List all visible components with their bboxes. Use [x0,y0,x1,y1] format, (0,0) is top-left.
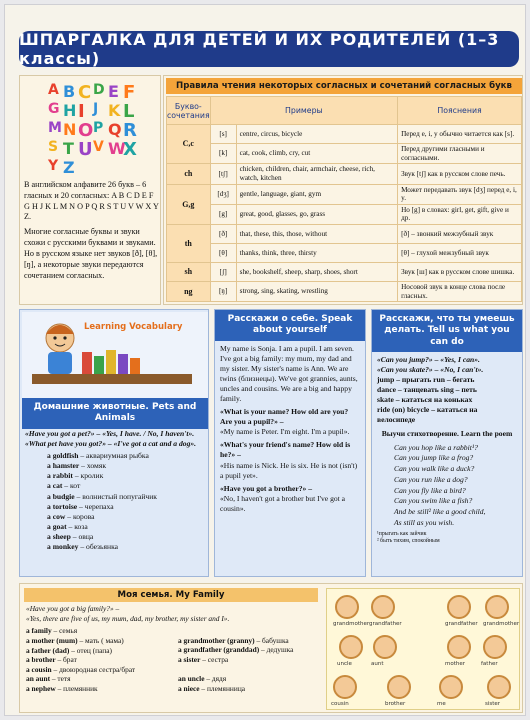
rules-letters: G,g [167,184,211,225]
rules-sound: [θ] [210,244,236,263]
family-title: Моя семья. My Family [24,588,318,602]
pets-item-en: a hamster [47,461,80,471]
alphabet-letter: W [108,139,126,158]
family-word: a father (dad) – отец (папа) [26,645,112,655]
family-member-icon [487,675,511,699]
alphabet-letter: V [93,139,104,155]
family-word-en: a grandfather (granddad) [178,645,260,655]
pets-item-en: a goldfish [47,451,79,461]
rules-letters: sh [167,263,211,282]
rules-sound: [dʒ] [210,184,236,204]
family-member-icon [447,595,471,619]
family-member-icon [439,675,463,699]
rules-sound: [ʃ] [210,263,236,282]
poem-line: As still as you wish. [394,517,455,527]
rules-sound: [ð] [210,225,236,244]
about-qa-item [220,407,360,437]
poem [372,443,522,529]
family-word: an aunt – тетя [26,674,71,684]
family-left-column [26,626,170,693]
footnote: ¹прыгать как зайчик [377,530,427,537]
footnote: ² быть тихим, спокойным [377,538,440,545]
rules-examples: gentle, language, giant, gym [236,184,397,204]
poem-line: Can you swim like a fish? [394,496,473,506]
family-word-en: a brother [26,655,56,665]
pets-item: a monkey – обезьянка [47,542,119,552]
alphabet-letter: Z [63,158,75,177]
rules-examples: chicken, children, chair, armchair, cheese, rich, watch, kitchen [236,164,397,184]
rules-col-examples: Примеры [210,97,397,125]
pets-item-en: a rabbit [47,471,73,481]
pets-item-en: a cat [47,481,63,491]
rules-row [167,263,522,282]
skills-panel [371,309,523,577]
about-question: «What's your friend's name? How old is he?» – [220,440,351,460]
rules-row [167,204,522,224]
alphabet-letter: F [123,82,136,103]
pets-item: a cow – корова [47,511,95,521]
family-member-label: me [437,701,446,707]
alphabet-letter: O [78,120,94,141]
pets-item-en: a monkey [47,542,79,552]
family-member-icon [387,675,411,699]
pets-item-en: a budgie [47,491,75,501]
skill-verb: skate – кататься на коньках [377,395,473,405]
rules-explain: Перед другими гласными и согласными. [398,144,522,164]
rules-explain: Носовой звук в конце слова после гласных. [398,282,522,302]
alphabet-letter: E [108,82,119,101]
rules-sound: [ŋ] [210,282,236,302]
alphabet-letter: X [123,139,137,160]
rules-explain: [ð] – звонкий межзубный звук [398,225,522,244]
family-word-en: a niece [178,683,200,693]
rules-col-explain: Пояснения [398,97,522,125]
rules-row [167,125,522,144]
about-answer: «No, I haven't got a brother but I've got a cousin». [220,493,346,513]
rules-col-letters: Букво-сочетания [167,97,211,125]
rules-header: Правила чтения некоторых согласных и сочетаний согласных букв [166,78,522,94]
family-word: a cousin – двоюродная сестра/брат [26,664,136,674]
pets-item: a hamster – хомяк [47,461,107,471]
alphabet-note: Многие согласные буквы и звуки схожи с русскими буквами и звуками. Но в русском языке нет звуков [ð], [θ], [ŋ], а некоторые звуки передаются сочетанием согласных. [24,227,158,280]
pets-item-en: a cow [47,511,66,521]
rules-sound: [g] [210,204,236,224]
rules-row [167,164,522,184]
pets-item-en: a tortoise [47,501,78,511]
about-title: Расскажи о себе. Speak about yourself [215,310,365,341]
rules-explain: Звук [ш] как в русском слове шишка. [398,263,522,282]
family-word [178,665,322,675]
rules-examples: thanks, think, three, thirsty [236,244,397,263]
poem-line: Can you walk like a duck? [394,464,475,474]
family-member-icon [485,595,509,619]
alphabet-panel [19,75,161,305]
pets-item: a goat – коза [47,521,88,531]
pets-title: Домашние животные. Pets and Animals [22,398,208,429]
poem-line: And be still² like a good child, [394,507,486,517]
rules-examples: cat, cook, climb, cry, cut [236,144,397,164]
family-word [178,626,322,636]
family-text [26,604,322,694]
family-member-icon [333,675,357,699]
poem-title: Выучи стихотворение. Learn the poem [381,429,513,439]
poem-footnotes [372,529,522,548]
family-member-label: grandmother [483,621,520,627]
family-word: a nephew – племянник [26,684,98,693]
alphabet-letter: N [63,120,77,139]
skills-title: Расскажи, что ты умеешь делать. Tell us what you can do [372,310,522,352]
alphabet-letter: K [108,101,121,120]
alphabet-letter: Q [108,120,122,139]
family-member-icon [447,635,471,659]
poem-line: Can you jump like a frog? [394,453,474,463]
family-member-icon [339,635,363,659]
skill-verb: dance – танцевать sing – петь [377,385,477,395]
skill-verb: jump – прыгать run – бегать [377,374,475,384]
family-word: a mother (mum) – мать ( мама) [26,635,124,645]
pets-item-en: a goat [47,521,67,531]
rules-examples: she, bookshelf, sheep, sharp, shoes, short [236,263,397,282]
family-member-label: father [481,661,498,667]
poem-line: Can you hop like a rabbit¹? [394,442,478,452]
family-member-icon [373,635,397,659]
pets-panel [19,309,209,577]
skills-text [372,352,522,443]
alphabet-letter: G [48,101,60,117]
family-member-label: brother [385,701,406,707]
family-word-en: a mother (mum) [26,635,78,645]
rules-examples: that, these, this, those, without [236,225,397,244]
family-member-icon [371,595,395,619]
rules-table [166,96,522,302]
pets-item: a cat – кот [47,481,81,491]
rules-sound: [tʃ] [210,164,236,184]
rules-row [167,244,522,263]
rules-explain: Может передавать звук [dʒ] перед e, i, y. [398,184,522,204]
family-member-label: grandfather [445,621,478,627]
pets-item: a tortoise – черепаха [47,501,114,511]
family-word-en: a nephew [26,684,56,693]
alphabet-letter: T [63,139,74,158]
family-dialog-2: «Yes, there are five of us, my mum, dad, my brother, my sister and I». [26,613,230,623]
about-intro: My name is Sonja. I am a pupil. I am seven. I've got a big family: my mum, my dad and my sister. My sister's name is Ann. We are twins (близнецы). We've got grannies, aunts, uncles and cousins. We are a big and happy family. [220,343,358,403]
family-word-en: a sister [178,655,201,665]
pets-item: a goldfish – аквариумная рыбка [47,451,149,461]
family-vocabulary [26,626,322,693]
skills-dialog-2: «Can you skate?» – «No, I can't». [377,364,484,374]
rules-sound: [k] [210,144,236,164]
rules-explain: [θ] – глухой межзубный звук [398,244,522,263]
reading-rules-panel [163,75,523,305]
rules-explain: Перед e, i, y обычно читается как [s]. [398,125,522,144]
rules-explain: Но [g] в словах: girl, get, gift, give и др. [398,204,522,224]
rules-examples: strong, sing, skating, wrestling [236,282,397,302]
pets-dialog-1: «Have you got a pet?» – «Yes, I have. / No, I haven't». [25,429,195,438]
rules-letters: C,c [167,125,211,164]
rules-row [167,144,522,164]
pets-item-en: a sheep [47,531,71,541]
about-qa-list [220,407,360,514]
rules-sound: [s] [210,125,236,144]
about-answer: «His name is Nick. He is six. He is not (isn't) a pupil yet». [220,460,358,480]
alphabet-letter: R [123,120,137,141]
alphabet-text [24,180,160,281]
family-word: a grandmother (granny) – бабушка [178,635,289,645]
pets-item: a rabbit – кролик [47,471,104,481]
family-member-label: cousin [331,701,349,707]
alphabet-letter: Y [48,158,59,174]
learning-vocabulary-illustration [22,312,208,398]
family-right-column [178,626,322,693]
pets-list [25,451,205,552]
rules-body [167,125,522,302]
poem-line: Can you fly like a bird? [394,485,466,495]
alphabet-illustration [44,80,140,176]
alphabet-letter: U [78,139,93,160]
alphabet-letter: S [48,139,59,155]
about-text [215,341,365,518]
skill-verb: ride (on) bicycle – кататься на велосипеде [377,405,478,425]
cheat-sheet [4,4,526,716]
family-member-icon [335,595,359,619]
family-word-en: an uncle [178,674,205,684]
family-word-en: a cousin [26,664,52,674]
rules-row [167,282,522,302]
about-question: «Have you got a brother?» – [220,483,313,493]
about-qa-item [220,484,360,514]
pets-dialog-2: «What pet have you got?» – «I've got a cat and a dog». [25,439,197,449]
rules-examples: centre, circus, bicycle [236,125,397,144]
family-tree-illustration [326,588,520,710]
learning-vocabulary-badge: Learning Vocabulary [84,322,183,332]
family-member-label: grandmother [333,621,370,627]
about-yourself-panel [214,309,366,577]
family-member-label: sister [485,701,501,707]
pets-text [20,426,210,555]
family-word: a grandfather (granddad) – дедушка [178,645,294,655]
rules-explain: Звук [tʃ] как в русском слове печь. [398,164,522,184]
alphabet-letter: I [78,101,85,122]
pets-item: a budgie – волнистый попугайчик [47,491,157,501]
alphabet-letter: P [93,120,104,136]
family-member-label: aunt [371,661,384,667]
family-member-label: mother [445,661,466,667]
alphabet-letter: J [93,101,99,117]
poem-line: Can you run like a dog? [394,474,468,484]
family-member-label: uncle [337,661,352,667]
alphabet-intro: В английском алфавите 26 букв – 6 гласных и 20 согласных: A B C D E F G H J K L M N O P Q R S T U V W X Y Z. [24,180,159,222]
family-word: an uncle – дядя [178,674,227,684]
family-word: a brother – брат [26,655,77,665]
alphabet-letter: M [48,120,62,136]
alphabet-letter: A [48,82,59,98]
rules-row [167,225,522,244]
family-word-en: a family [26,626,52,636]
page-title: ШПАРГАЛКА ДЛЯ ДЕТЕЙ И ИХ РОДИТЕЛЕЙ (1–3 классы) [19,31,519,67]
family-word-en: a grandmother (granny) [178,635,255,645]
about-answer: «My name is Peter. I'm eight. I'm a pupil». [220,427,350,437]
family-member-label: grandfather [369,621,402,627]
family-panel [19,583,523,713]
family-word: a sister – сестра [178,655,229,665]
family-word: a niece – племянница [178,683,246,693]
family-word-en: a father (dad) [26,645,70,655]
rules-letters: ng [167,282,211,302]
rules-letters: th [167,225,211,263]
family-word: a family – семья [26,626,78,636]
skills-dialog-1: «Can you jump?» – «Yes, I can». [377,354,480,364]
skills-verbs [377,375,517,425]
pets-item: a sheep – овца [47,531,94,541]
rules-row [167,184,522,204]
family-member-icon [483,635,507,659]
alphabet-letter: H [63,101,77,120]
about-question: «What is your name? How old are you? Are you a pupil?» – [220,407,349,427]
rules-letters: ch [167,164,211,184]
alphabet-letter: L [123,101,135,122]
family-word-en: an aunt [26,674,51,684]
alphabet-letter: B [63,82,76,101]
alphabet-letter: C [78,82,92,103]
family-dialog-1: «Have you got a big family?» – [26,604,120,613]
about-qa-item [220,440,360,480]
rules-examples: great, good, glasses, go, grass [236,204,397,224]
alphabet-letter: D [93,82,105,98]
